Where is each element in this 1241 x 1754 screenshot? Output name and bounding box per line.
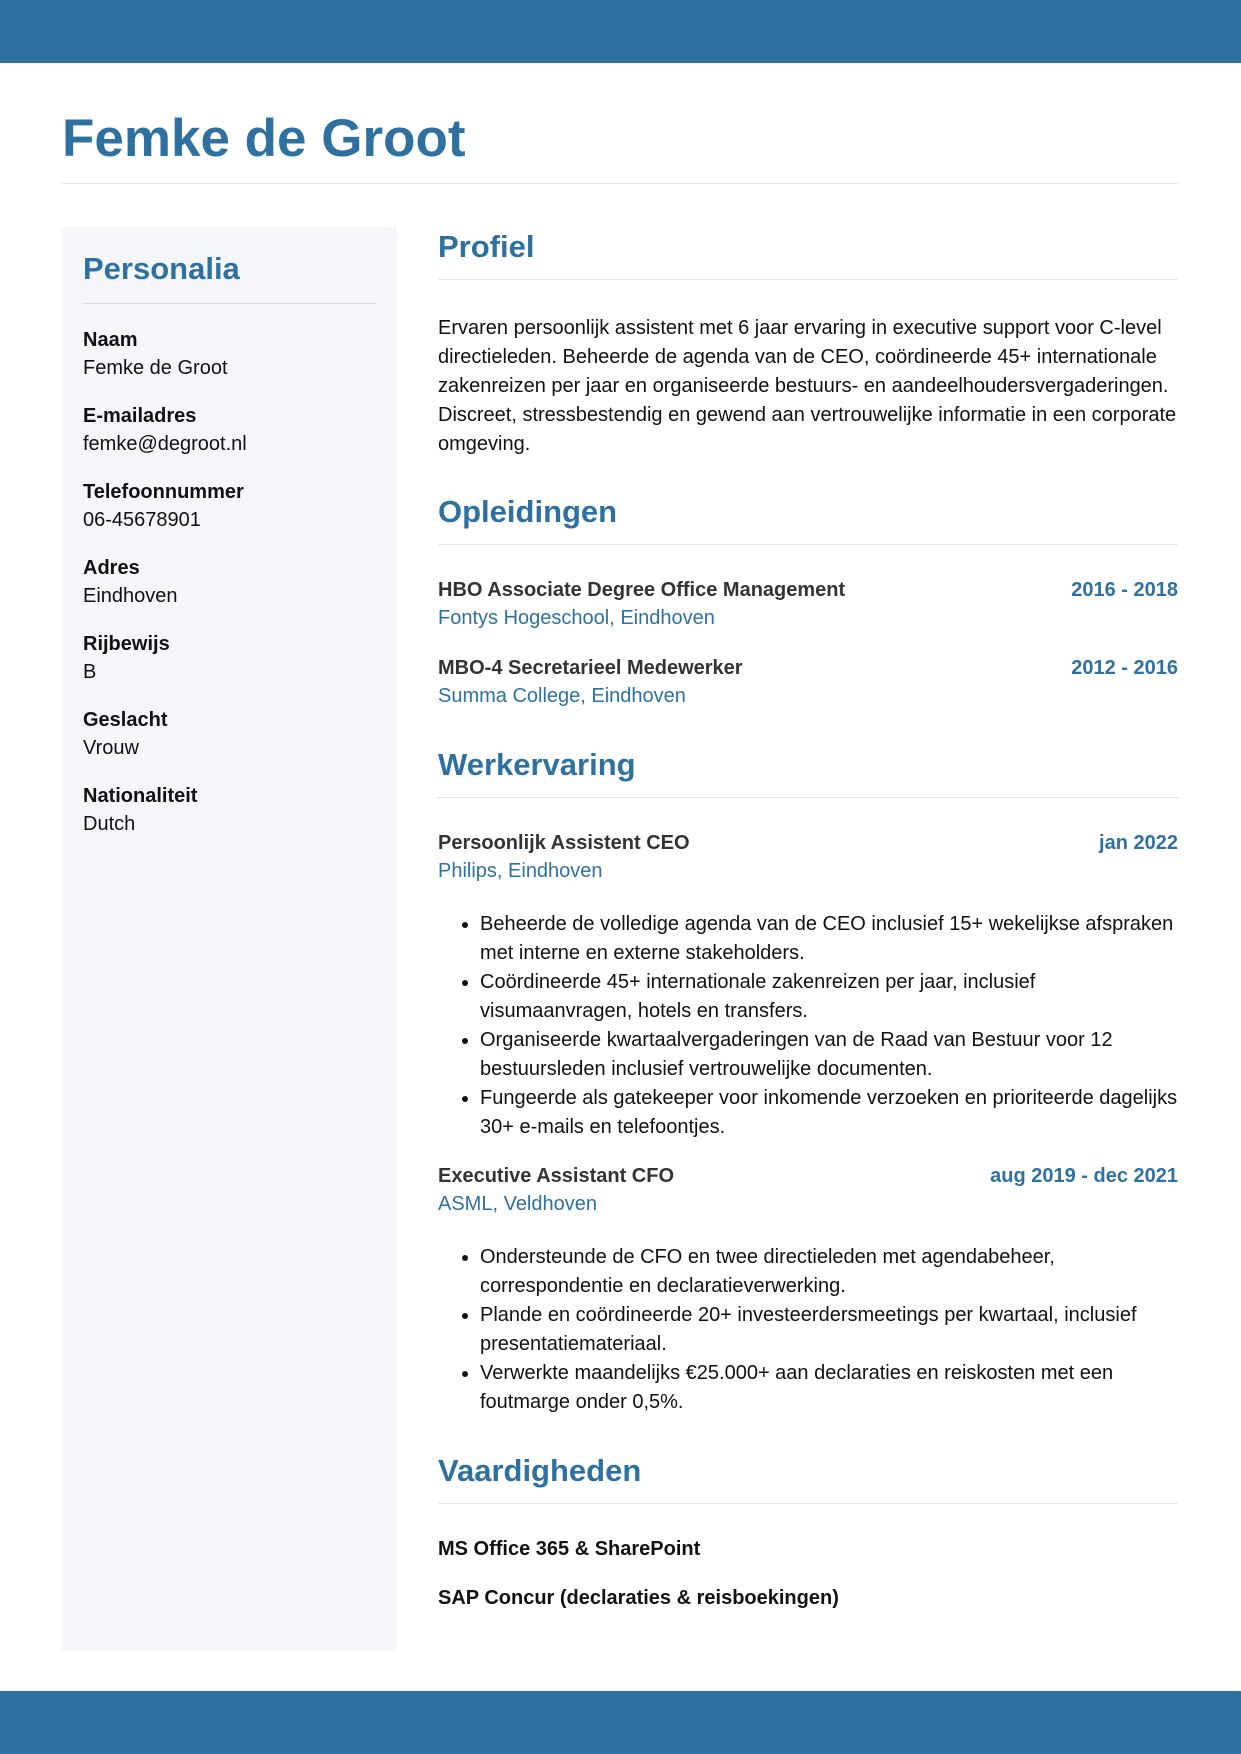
personal-label: E-mailadres (83, 405, 197, 427)
personal-item-name (83, 326, 376, 382)
job-date: jan 2022 (1099, 832, 1178, 854)
list-item: • Fungeerde als gatekeeper voor inkomende verzoeken en prioriteerde dagelijks 30+ e-mails en telefoontjes. (480, 1084, 1178, 1142)
personal-label: Rijbewijs (83, 633, 170, 655)
experience-entry (438, 829, 1178, 1142)
experience-title: Werkervaring (438, 747, 636, 782)
education-degree: MBO-4 Secretarieel Medewerker (438, 657, 743, 679)
education-institution: Summa College, Eindhoven (438, 685, 686, 707)
education-section (438, 492, 1178, 711)
education-entry (438, 654, 1178, 711)
personal-label: Naam (83, 329, 138, 351)
skill-item: MS Office 365 & SharePoint (438, 1538, 701, 1560)
job-title: Persoonlijk Assistent CEO (438, 832, 690, 854)
list-item: • Coördineerde 45+ internationale zakenreizen per jaar, inclusief visumaanvragen, hotels en transfers. (480, 968, 1178, 1026)
personal-label: Nationaliteit (83, 785, 198, 807)
list-item: • Plande en coördineerde 20+ investeerdersmeetings per kwartaal, inclusief presentatiemateriaal. (480, 1301, 1178, 1359)
list-item: • Ondersteunde de CFO en twee directieleden met agendabeheer, correspondentie en declaratieverwerking. (480, 1243, 1178, 1301)
personalia-title: Personalia (83, 251, 240, 286)
personalia-divider (83, 303, 376, 304)
profile-text: Ervaren persoonlijk assistent met 6 jaar ervaring in executive support voor C-level directieleden. Beheerde de agenda van de CEO, coördineerde 45+ internationale zakenreizen per jaar en organiseerde bestuurs- en aandeelhoudersvergaderingen. Discreet, stressbestendig en gewend aan vertrouwelijke informatie in een corporate omgeving. (438, 317, 1177, 455)
personal-item-email (83, 402, 376, 458)
skills-section (438, 1451, 1178, 1612)
profile-title: Profiel (438, 229, 535, 264)
resume-main (438, 227, 1178, 1612)
job-company: ASML, Veldhoven (438, 1193, 597, 1215)
profile-section (438, 227, 1178, 459)
personal-value: 06-45678901 (83, 509, 201, 531)
personal-value: B (83, 661, 97, 683)
list-item: • Beheerde de volledige agenda van de CEO inclusief 15+ wekelijkse afspraken met interne en externe stakeholders. (480, 910, 1178, 968)
education-entry (438, 576, 1178, 633)
section-divider (438, 279, 1178, 280)
job-company: Philips, Eindhoven (438, 860, 603, 882)
personalia-sidebar (62, 227, 397, 1651)
header-bar (0, 0, 1241, 63)
section-divider (438, 797, 1178, 798)
personal-item-license (83, 630, 376, 686)
job-bullets (438, 1243, 1178, 1417)
section-divider (438, 1503, 1178, 1504)
footer-bar (0, 1691, 1241, 1754)
education-title: Opleidingen (438, 494, 618, 529)
education-institution: Fontys Hogeschool, Eindhoven (438, 607, 715, 629)
skills-title: Vaardigheden (438, 1453, 642, 1488)
list-item: • Verwerkte maandelijks €25.000+ aan declaraties en reiskosten met een foutmarge onder 0,5%. (480, 1359, 1178, 1417)
experience-entry (438, 1162, 1178, 1417)
personal-item-gender (83, 706, 376, 762)
personal-item-address (83, 554, 376, 610)
list-item: • Organiseerde kwartaalvergaderingen van de Raad van Bestuur voor 12 bestuursleden inclusief vertrouwelijke documenten. (480, 1026, 1178, 1084)
personal-item-nationality (83, 782, 376, 838)
education-date: 2016 - 2018 (1071, 579, 1178, 601)
personal-label: Telefoonnummer (83, 481, 244, 503)
experience-section (438, 745, 1178, 1417)
education-degree: HBO Associate Degree Office Management (438, 579, 846, 601)
name-divider (62, 183, 1178, 184)
personal-value: Femke de Groot (83, 357, 228, 379)
job-bullets (438, 910, 1178, 1142)
personal-value: Eindhoven (83, 585, 178, 607)
personal-item-phone (83, 478, 376, 534)
personal-label: Geslacht (83, 709, 168, 731)
personal-label: Adres (83, 557, 140, 579)
education-date: 2012 - 2016 (1071, 657, 1178, 679)
section-divider (438, 544, 1178, 545)
personal-value: Vrouw (83, 737, 139, 759)
job-title: Executive Assistant CFO (438, 1165, 675, 1187)
job-date: aug 2019 - dec 2021 (990, 1165, 1178, 1187)
personal-value: femke@degroot.nl (83, 433, 247, 455)
skill-item: SAP Concur (declaraties & reisboekingen) (438, 1587, 839, 1609)
candidate-name: Femke de Groot (62, 109, 466, 168)
personal-value: Dutch (83, 813, 136, 835)
